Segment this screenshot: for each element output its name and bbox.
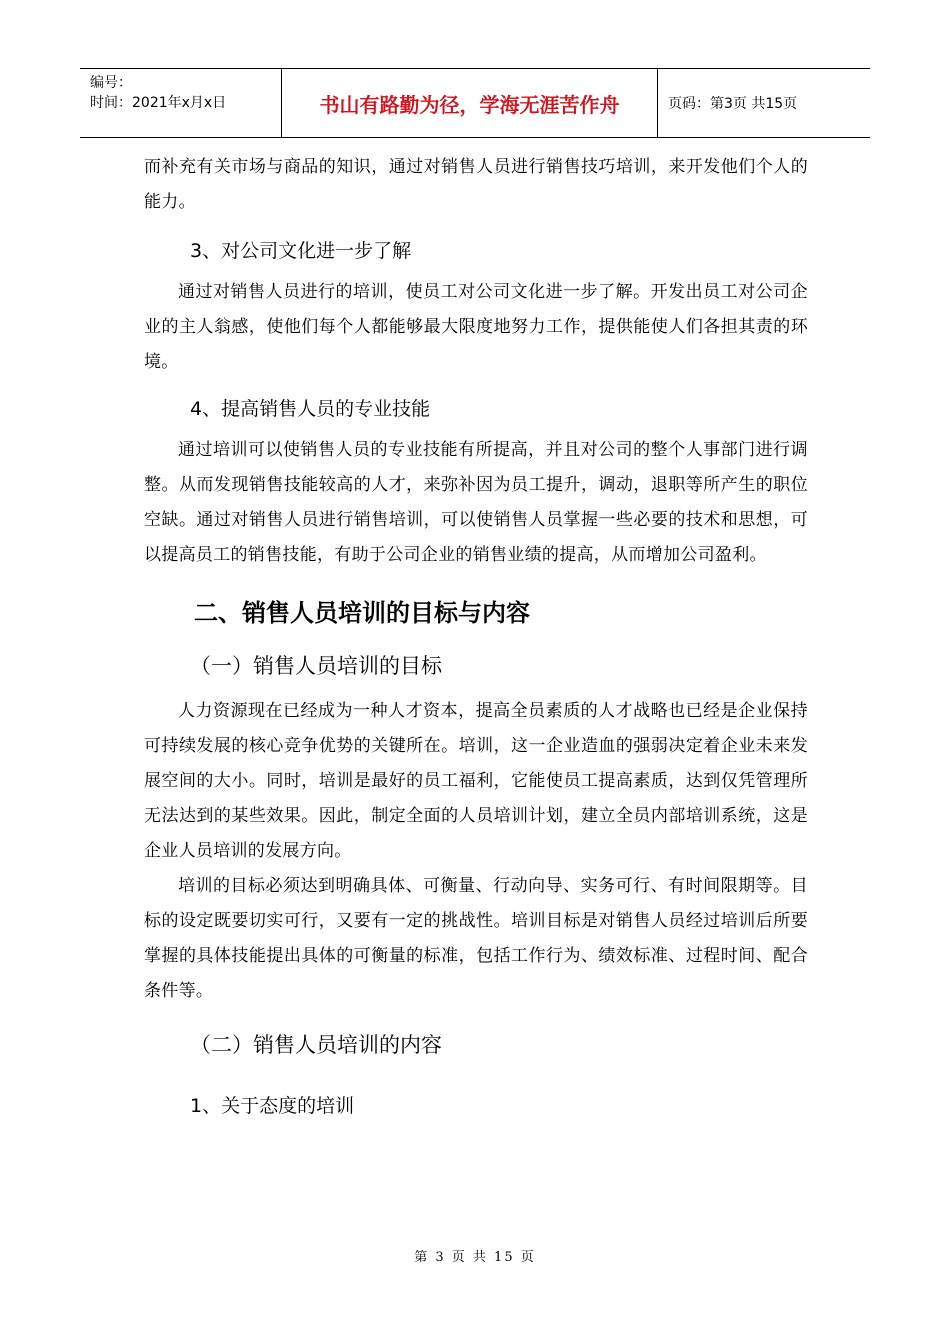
paragraph: 通过培训可以使销售人员的专业技能有所提高，并且对公司的整个人事部门进行调整。从而发现销售技能较高的人才，来弥补因为员工提升，调动，退职等所产生的职位空缺。通过对销售人员进行销售培训，可以使销售人员掌握一些必要的技术和思想，可以提高员工的销售技能，有助于公司企业的销售业绩的提高，从而增加公司盈利。 [144, 440, 808, 565]
subheading: 1、关于态度的培训 [190, 1095, 355, 1117]
subheading: 4、提高销售人员的专业技能 [190, 398, 431, 420]
paragraph: 而补充有关市场与商品的知识，通过对销售人员进行销售技巧培训，来开发他们个人的能力。 [144, 157, 808, 212]
document-body [144, 150, 808, 1118]
paragraph: 通过对销售人员进行的培训，使员工对公司文化进一步了解。开发出员工对公司企业的主人翁感，使他们每个人都能够最大限度地努力工作，提供能使人们各担其责的环境。 [144, 282, 808, 372]
paragraph: 人力资源现在已经成为一种人才资本，提高全员素质的人才战略也已经是企业保持可持续发展的核心竞争优势的关键所在。培训，这一企业造血的强弱决定着企业未来发展空间的大小。同时，培训是最好的员工福利，它能使员工提高素质，达到仅凭管理所无法达到的某些效果。因此，制定全面的人员培训计划，建立全员内部培训系统，这是企业人员培训的发展方向。 [144, 701, 808, 861]
header-page-info: 页码：第3页 共15页 [668, 96, 798, 112]
subheading: 3、对公司文化进一步了解 [190, 240, 412, 262]
page-footer: 第 3 页 共 15 页 [414, 1250, 536, 1265]
subheading: （二）销售人员培训的内容 [190, 1033, 442, 1057]
paragraph: 培训的目标必须达到明确具体、可衡量、行动向导、实务可行、有时间限期等。目标的设定既要切实可行，又要有一定的挑战性。培训目标是对销售人员经过培训后所要掌握的具体技能提出具体的可衡量的标准，包括工作行为、绩效标准、过程时间、配合条件等。 [144, 876, 808, 1001]
header-motto: 书山有路勤为径，学海无涯苦作舟 [282, 69, 658, 137]
subheading: （一）销售人员培训的目标 [190, 654, 442, 678]
header-meta [80, 69, 282, 137]
time-label: 时间：2021年x月x日 [90, 95, 227, 111]
section-heading: 二、销售人员培训的目标与内容 [194, 599, 530, 627]
page-header [80, 68, 870, 138]
number-label: 编号： [90, 75, 132, 91]
